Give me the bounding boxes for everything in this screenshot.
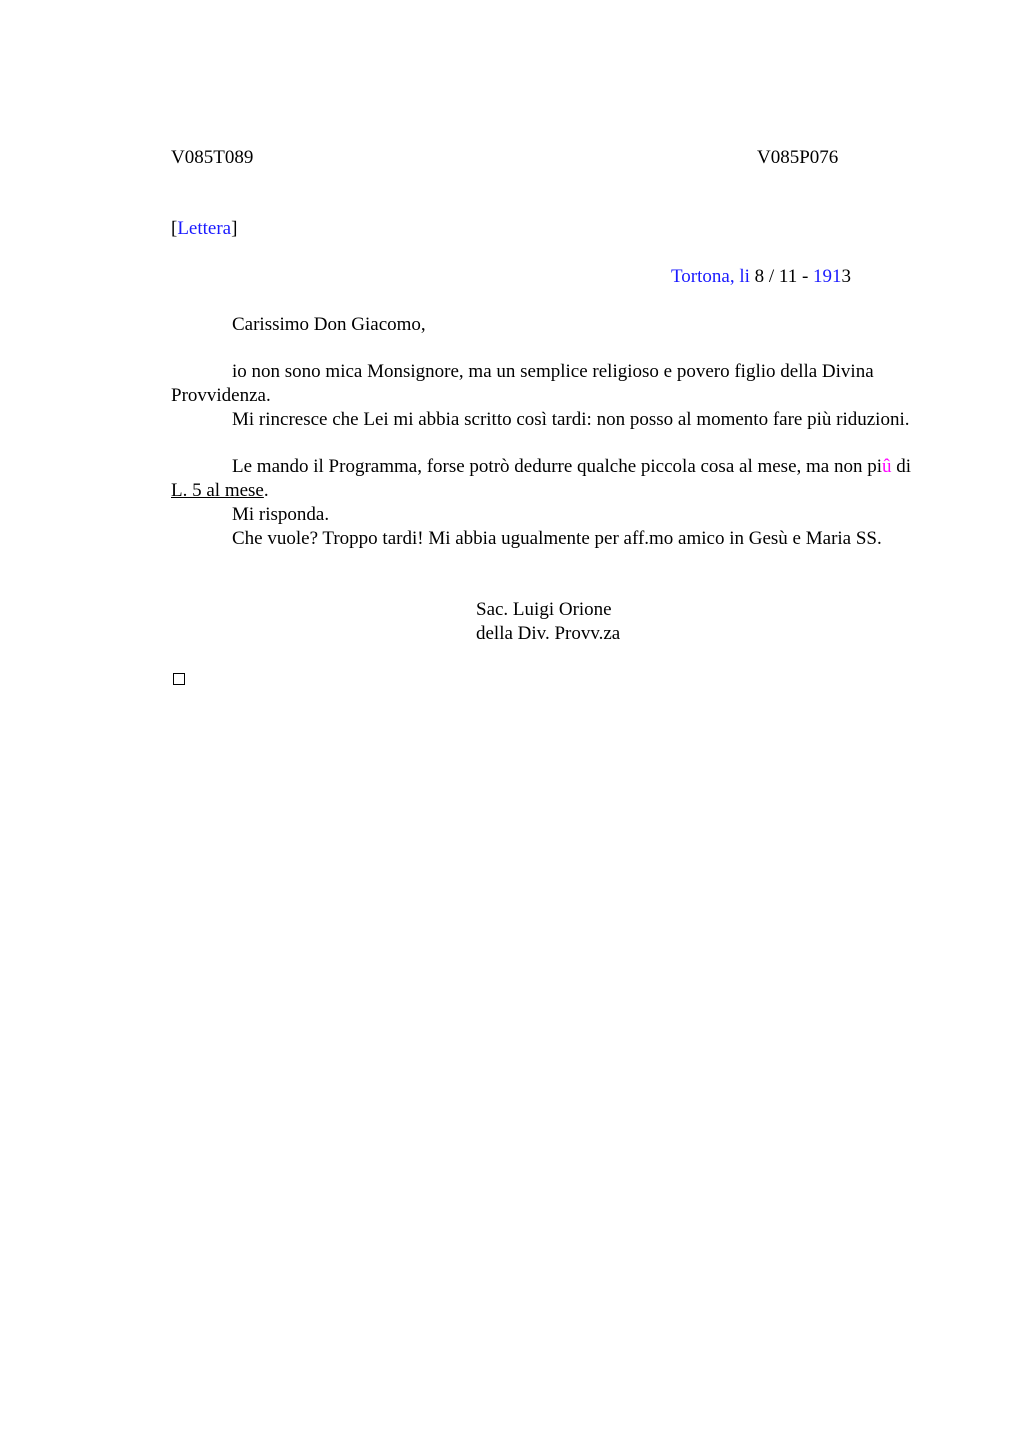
body-paragraph-1-text: io non sono mica Monsignore, ma un semplice religioso e povero figlio della Divina Provvidenza.: [171, 361, 874, 406]
body-paragraph-2-text: Mi rincresce che Lei mi abbia scritto così tardi: non posso al momento fare più riduzioni.: [232, 409, 910, 430]
document-type-open-bracket: [: [171, 218, 178, 239]
underlined-amount: L. 5 al mese: [171, 479, 264, 501]
document-code-right: V085P076: [757, 147, 839, 168]
body-paragraph-3-middle: di: [891, 456, 912, 477]
document-type-close-bracket: ]: [231, 218, 238, 239]
body-paragraph-3-end: .: [263, 479, 269, 501]
dateline: [671, 265, 851, 289]
signature-name: Sac. Luigi Orione: [476, 599, 612, 620]
document-type-label: Lettera: [177, 218, 232, 239]
dateline-year-last-digit: 3: [841, 266, 852, 287]
dateline-place: Tortona, li: [671, 266, 750, 287]
checkbox-icon: [173, 673, 185, 685]
body-paragraph-5-text: Che vuole? Troppo tardi! Mi abbia ugualmente per aff.mo amico in Gesù e Maria SS.: [232, 528, 882, 549]
salutation: Carissimo Don Giacomo,: [232, 314, 426, 335]
body-paragraph-3: [171, 455, 931, 502]
document-type: [171, 217, 237, 241]
body-paragraph-4: [171, 503, 931, 527]
signature-title: della Div. Provv.za: [476, 623, 621, 644]
body-paragraph-4-text: Mi risponda.: [232, 504, 330, 525]
accent-character: û: [882, 456, 892, 477]
body-paragraph-3-text: Le mando il Programma, forse potrò dedurre qualche piccola cosa al mese, ma non pi: [232, 456, 882, 477]
dateline-year-part: 191: [813, 266, 842, 287]
dateline-day-month: 8 / 11 -: [749, 266, 814, 287]
body-paragraph-2: [171, 408, 931, 432]
document-code-left: V085T089: [171, 147, 254, 168]
body-paragraph-1: [171, 360, 931, 407]
body-paragraph-5: [171, 527, 931, 551]
